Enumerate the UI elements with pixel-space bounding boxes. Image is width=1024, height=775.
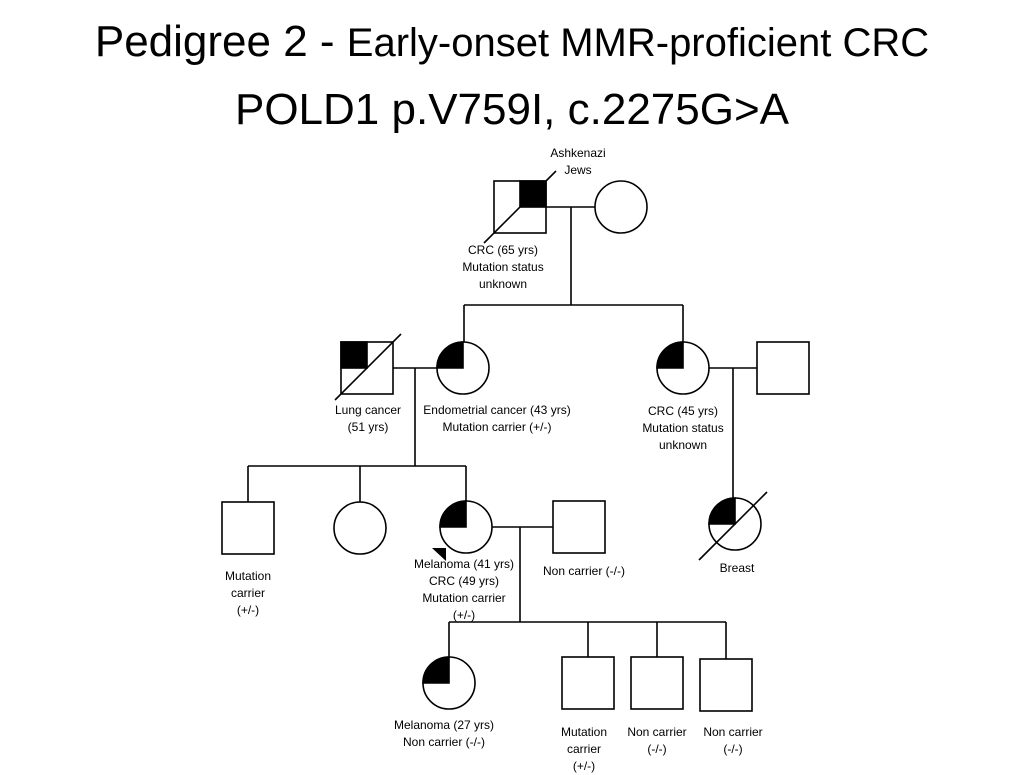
gen3-female [334,502,386,554]
gen3-proband-female [440,501,492,553]
gen3-proband-label: Melanoma (41 yrs) CRC (49 yrs) Mutation carrier (+/-) [413,557,515,622]
title-subtitle: Early-onset MMR-proficient CRC [346,21,930,65]
gen3-male-carrier [222,502,274,554]
gen2-male-deceased-lung-cancer [335,334,401,400]
gen2-female-crc [657,342,709,394]
gen3-female-deceased-breast [699,492,767,560]
gen4-female-melanoma [423,657,475,709]
gen2-female-endometrial-cancer [437,342,489,394]
gen4-male2-label: Non carrier (-/-) [627,725,687,756]
gen4-male1-label: Mutation carrier (+/-) [560,725,608,773]
gen4-female-label: Melanoma (27 yrs) Non carrier (-/-) [393,718,495,749]
gen3-male1-label: Mutation carrier (+/-) [224,569,272,617]
gen1-male-deceased-crc [484,171,556,243]
gen2-male-spouse [757,342,809,394]
title-main: Pedigree 2 - [94,17,347,66]
gen3-spouse-label: Non carrier (-/-) [542,564,625,578]
gen3-female-right-label: Breast [719,561,755,575]
gen2-female1-label: Endometrial cancer (43 yrs) Mutation carrier (+/-) [423,403,571,434]
gen4-male-noncarrier1 [631,657,683,709]
gen3-male-spouse [553,501,605,553]
page-title-line2: POLD1 p.V759I, c.2275G>A [234,85,790,134]
gen4-male-carrier [562,657,614,709]
ethnicity-label: Ashkenazi Jews [550,146,606,177]
gen4-male-noncarrier2 [700,659,752,711]
gen2-male1-label: Lung cancer (51 yrs) [334,403,402,434]
gen1-female [595,181,647,233]
gen1-male-label: CRC (65 yrs) Mutation status unknown [462,243,544,291]
gen2-female2-label: CRC (45 yrs) Mutation status unknown [642,404,724,452]
gen4-male3-label: Non carrier (-/-) [703,725,763,756]
